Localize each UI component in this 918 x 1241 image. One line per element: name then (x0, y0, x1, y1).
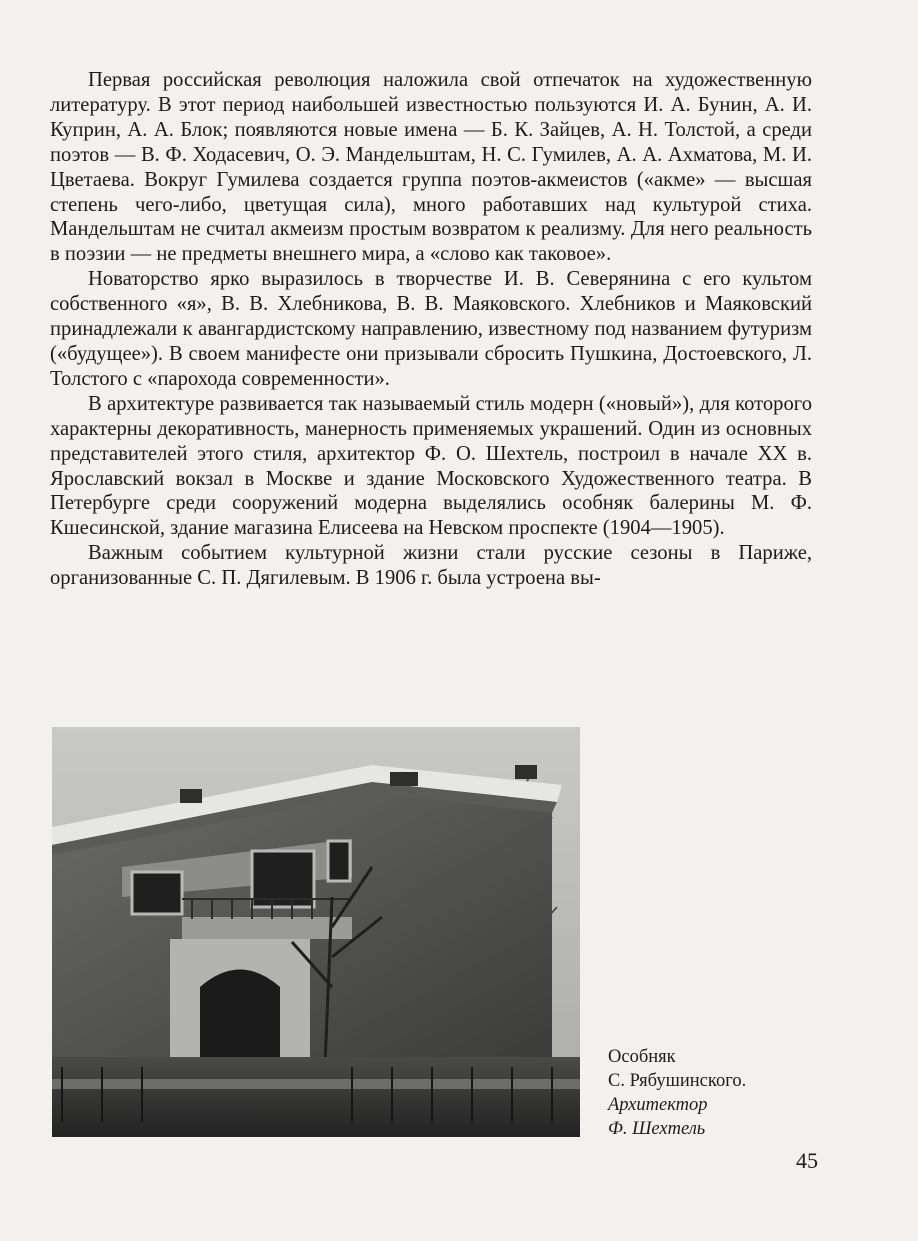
caption-line-3: Архитектор (608, 1095, 708, 1115)
paragraph-russian-seasons: Важным событием культурной жизни стали русские сезоны в Париже, организованные С. П. Дягилевым. В 1906 г. была устроена вы- (50, 542, 812, 590)
paragraph-revolution-literature: Первая российская революция наложила свой отпечаток на художественную литературу. В этот период наибольшей известностью пользуются И. А. Бунин, А. И. Куприн, А. А. Блок; появляются новые имена — Б. К. Зайцев, А. Н. Толстой, а среди поэтов — В. Ф. Ходасевич, О. Э. Мандельштам, Н. С. Гумилев, А. А. Ахматова, М. И. Цветаева. Вокруг Гумилева создается группа поэтов-акмеистов («акме» — высшая степень чего-либо, цветущая сила), много работавших над культурой стиха. Мандельштам не считал акмеизм простым возвратом к реализму. Для него реальность в поэзии — не предметы внешнего мира, а «слово как таковое». (50, 69, 812, 266)
photo-ryabushinsky-mansion (52, 727, 580, 1137)
photo-caption (608, 1045, 838, 1141)
page-number: 45 (796, 1148, 818, 1173)
body-text (50, 68, 812, 591)
mansion-illustration (52, 727, 580, 1137)
caption-line-2: С. Рябушинского. (608, 1071, 747, 1091)
paragraph-modern-architecture: В архитектуре развивается так называемый стиль модерн («новый»), для которого характерны декоративность, манерность применяемых украшений. Один из основных представителей этого стиля, архитектор Ф. О. Шехтель, построил в начале XX в. Ярославский вокзал в Москве и здание Московского Художественного театра. В Петербурге среди сооружений модерна выделялись особняк балерины М. Ф. Кшесинской, здание магазина Елисеева на Невском проспекте (1904—1905). (50, 392, 812, 540)
caption-line-4: Ф. Шехтель (608, 1119, 706, 1139)
paragraph-futurism: Новаторство ярко выразилось в творчестве И. В. Северянина с его культом собственного «я», В. В. Хлебникова, В. В. Маяковского. Хлебников и Маяковский принадлежали к авангардистскому направлению, известному под названием футуризм («будущее»). В своем манифесте они призывали сбросить Пушкина, Достоевского, Л. Толстого с «парохода современности». (50, 268, 812, 390)
caption-line-1: Особняк (608, 1047, 676, 1067)
